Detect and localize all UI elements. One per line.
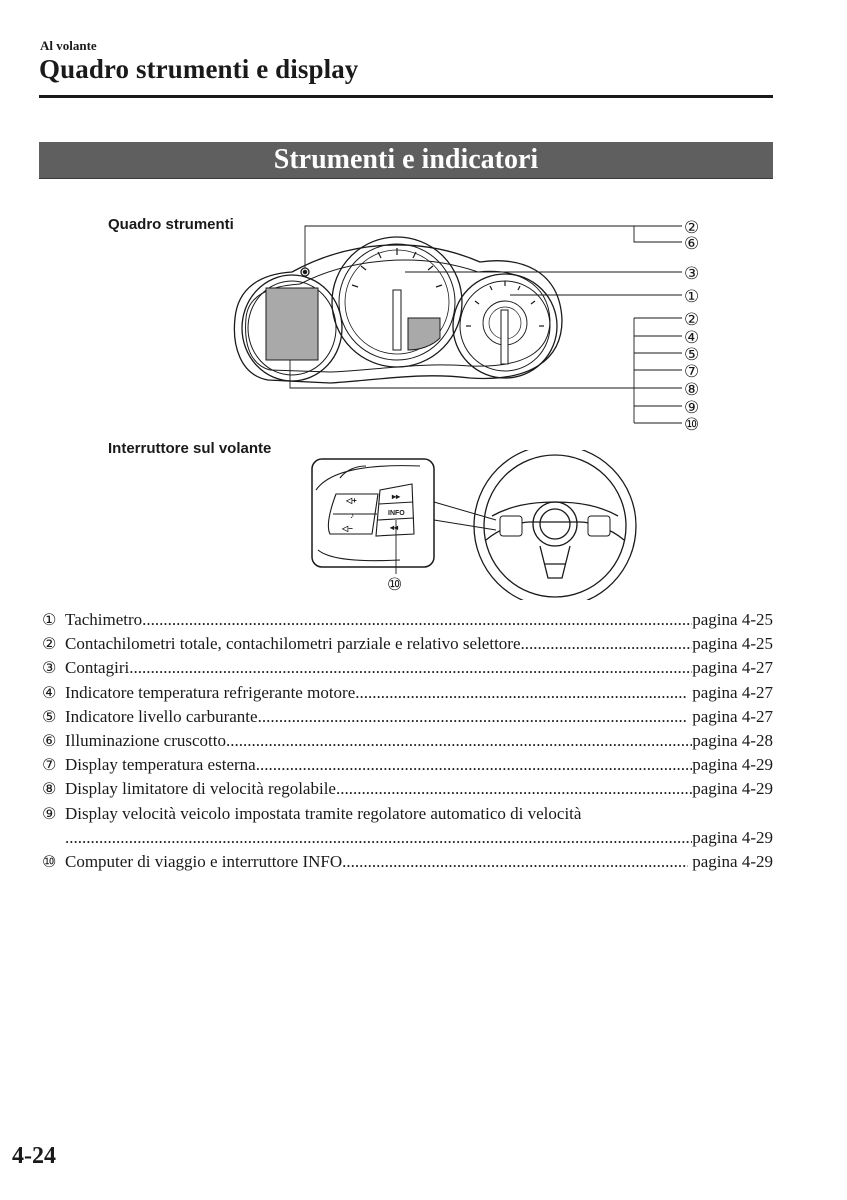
legend-item: [42, 802, 773, 826]
legend-item: [42, 632, 773, 656]
legend-num: ⑨: [42, 803, 57, 823]
legend-item: [42, 753, 773, 777]
legend-label: Display limitatore di velocità regolabile: [65, 779, 336, 799]
legend-list: [42, 608, 773, 874]
steering-wheel-illustration: [0, 450, 847, 600]
legend-item: [42, 850, 773, 874]
legend-page-ref: pagina 4-29: [692, 779, 773, 799]
cluster-figure-label: Quadro strumenti: [108, 216, 234, 233]
wheel-figure-label: Interruttore sul volante: [108, 440, 272, 457]
legend-item: [42, 656, 773, 680]
prev-track-label: ◂◂: [390, 523, 399, 532]
callout: ⑨: [684, 398, 700, 417]
legend-label: Contagiri: [65, 658, 130, 678]
legend-label: Display velocità veicolo impostata tramite regolatore automatico di velocità: [65, 803, 582, 823]
page-number: 4-24: [12, 1143, 56, 1169]
leader-dots: [65, 826, 692, 850]
legend-num: ④: [42, 682, 57, 702]
legend-item: [42, 608, 773, 632]
legend-item: [42, 777, 773, 801]
legend-num: ⑩: [42, 852, 57, 872]
callout: ⑩: [684, 415, 700, 434]
legend-label: Tachimetro: [65, 610, 143, 629]
leader-dots: [355, 681, 688, 705]
leader-dots: [142, 608, 692, 632]
breadcrumb: Al volante: [40, 38, 97, 53]
legend-page-ref: pagina 4-29: [692, 827, 773, 847]
legend-label: Contachilometri totale, contachilometri parziale e relativo selettore: [65, 634, 521, 654]
legend-label: Indicatore livello carburante: [65, 706, 258, 726]
info-button-label: INFO: [388, 510, 405, 517]
page-title: Quadro strumenti e display: [39, 54, 359, 84]
legend-label: Display temperatura esterna: [65, 755, 256, 775]
leader-dots: [226, 729, 692, 753]
callout: ⑦: [684, 362, 700, 381]
section-title: Strumenti e indicatori: [273, 144, 539, 175]
legend-num: ②: [42, 634, 57, 654]
next-track-label: ▸▸: [392, 492, 401, 501]
leader-dots: [258, 705, 688, 729]
legend-item: [42, 705, 773, 729]
legend-item: [42, 729, 773, 753]
legend-page-ref: pagina 4-25: [692, 634, 773, 654]
voice-label: ♪: [350, 511, 354, 520]
legend-page-ref: pagina 4-29: [688, 852, 773, 872]
callout: ②: [684, 218, 700, 237]
legend-num: ③: [42, 658, 57, 678]
legend-label: Computer di viaggio e interruttore INFO: [65, 852, 343, 872]
legend-page-ref: pagina 4-25: [692, 610, 773, 629]
legend-page-ref: pagina 4-27: [692, 658, 773, 678]
callout: ③: [684, 264, 700, 283]
leader-dots: [129, 656, 692, 680]
legend-num: ⑥: [42, 731, 57, 751]
legend-label: Indicatore temperatura refrigerante motore: [65, 682, 356, 702]
legend-label: Illuminazione cruscotto: [65, 731, 226, 751]
volume-up-label: ◁+: [346, 496, 357, 505]
wheel-callout: ⑩: [387, 575, 403, 594]
legend-page-ref: pagina 4-27: [688, 682, 773, 702]
leader-dots: [521, 632, 693, 656]
callout: ①: [684, 287, 700, 306]
legend-item: [42, 681, 773, 705]
legend-indent: [42, 826, 65, 850]
legend-num: ①: [42, 610, 57, 629]
legend-page-ref: pagina 4-28: [692, 731, 773, 751]
legend-page-ref: pagina 4-29: [692, 755, 773, 775]
leader-dots: [256, 753, 693, 777]
legend-page-ref: pagina 4-27: [688, 706, 773, 726]
legend-num: ⑦: [42, 755, 57, 775]
leader-dots: [336, 777, 692, 801]
legend-num: ⑧: [42, 779, 57, 799]
leader-dots: [342, 850, 688, 874]
legend-num: ⑤: [42, 706, 57, 726]
callout: ②: [684, 310, 700, 329]
callout: ④: [684, 328, 700, 347]
volume-down-label: ◁−: [342, 524, 353, 533]
legend-item-continuation: [42, 826, 773, 850]
callout: ⑤: [684, 345, 700, 364]
callout: ⑧: [684, 380, 700, 399]
callout: ⑥: [684, 234, 700, 253]
